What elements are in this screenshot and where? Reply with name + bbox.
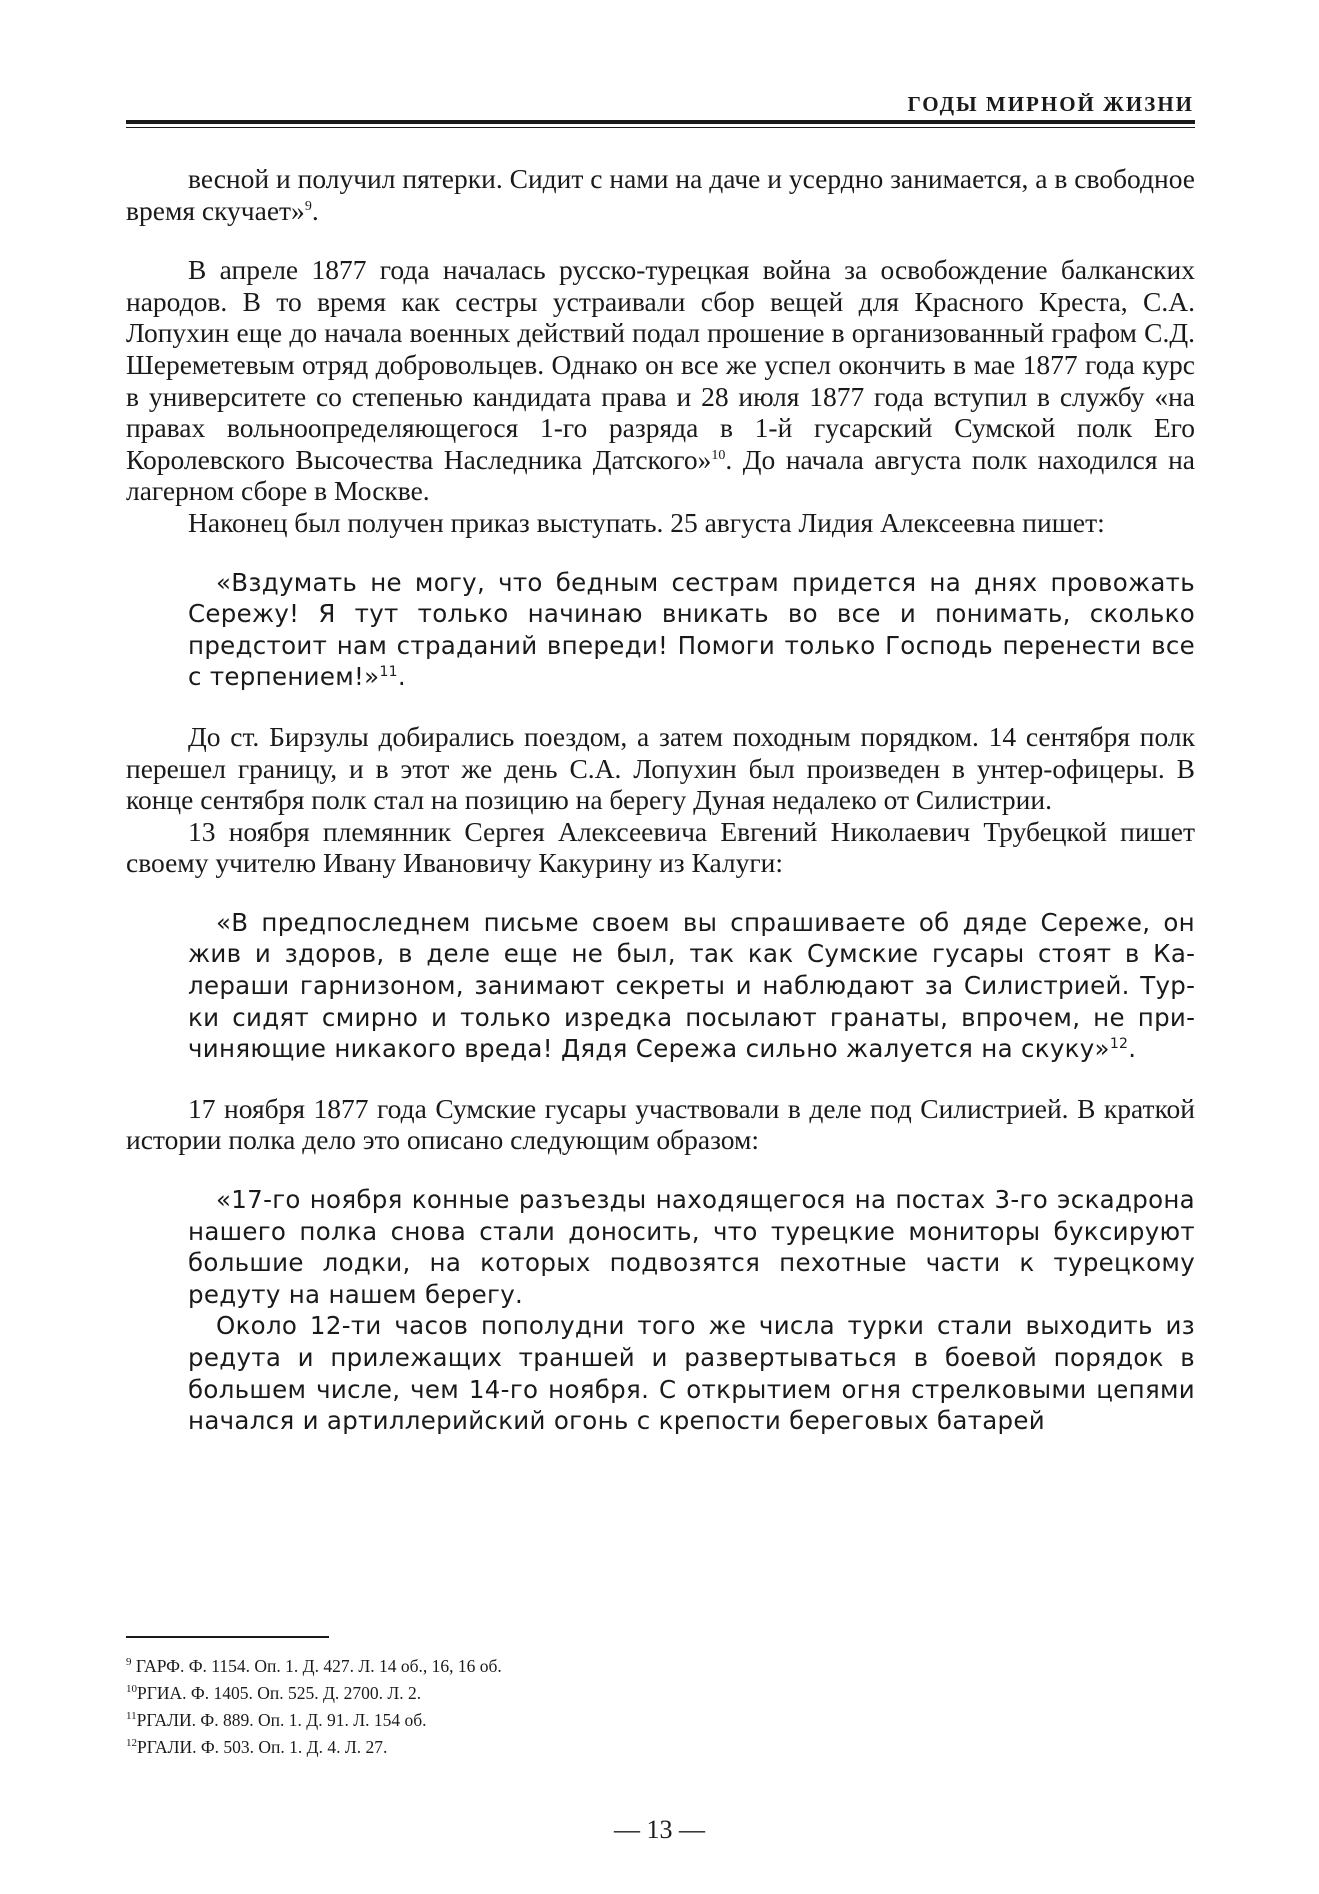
footnote: $^9$ ГАРФ. Ф. 1154. Оп. 1. Д. 427. Л. 14 об., 16, 16 об.: [126, 1656, 502, 1676]
footnote: $^{12}$РГАЛИ. Ф. 503. Оп. 1. Д. 4. Л. 27.: [126, 1737, 388, 1757]
header-rule: [126, 120, 1195, 124]
header-rule-thin: [126, 127, 1195, 128]
paragraph: В апреле 1877 года началась русско-турецкая война за освобождение балканских народов. В то время как сестры устраивали сбор вещей для Красного Креста, С.А. Лопухин еще до начала военных действий подал прошение в организованный графом С.Д. Шереметевым отряд добровольцев. Однако он все же успел окончить в мае 1877 года курс в университете со степенью кандидата права и 28 июля 1877 года вступил в службу «на правах вольноопределяющегося 1-го разряда в 1-й гусарский Сумской полк Его Королевского Высочества Наследника Датского»$^{10}$. До начала августа полк находился на лагерном сборе в Москве.: [126, 254, 1195, 507]
footnote-rule: [126, 1636, 329, 1638]
footnotes: [126, 1653, 502, 1761]
footnote-ref: 11: [379, 664, 398, 681]
quote-paragraph: «Вздумать не могу, что бедным сестрам придется на днях провожать Сережу! Я тут только начинаю вникать во все и понимать, сколько предстоит нам страданий впереди! Помоги только Господь перенести все с терпением!»$^{11}$.: [188, 567, 1195, 692]
footnote: $^{10}$РГИА. Ф. 1405. Оп. 525. Д. 2700. Л. 2.: [126, 1683, 422, 1703]
block-quote: [188, 1184, 1195, 1437]
running-title: ГОДЫ МИРНОЙ ЖИЗНИ: [907, 92, 1194, 116]
main-text: [126, 163, 1195, 1437]
footnote: $^{11}$РГАЛИ. Ф. 889. Оп. 1. Д. 91. Л. 154 об.: [126, 1710, 427, 1730]
quote-paragraph: «В предпоследнем письме своем вы спрашиваете об дяде Сереже, он жив и здоров, в деле еще не был, так как Сумские гусары стоят в Калераши гарнизоном, занимают секреты и наблюдают за Силистрией. Турки сидят смирно и только изредка посылают гранаты, впрочем, не причиняющие никакого вреда! Дядя Сережа сильно жалуется на скуку»$^{12}$.: [188, 907, 1195, 1064]
block-quote: [188, 907, 1195, 1065]
page-number: — 13 —: [614, 1815, 705, 1844]
quote-paragraph: «17-го ноября конные разъезды находящегося на постах 3-го эскадрона нашего полка снова стали доносить, что турецкие мониторы буксируют большие лодки, на которых подвозятся пехотные части к турецкому редуту на нашем берегу.: [188, 1185, 1195, 1309]
block-quote: [188, 567, 1195, 693]
paragraph: До ст. Бирзулы добирались поездом, а затем походным порядком. 14 сентября полк перешел границу, и в этот же день С.А. Лопухин был произведен в унтер-офицеры. В конце сентября полк стал на позицию на берегу Дуная недалеко от Силистрии.: [126, 720, 1195, 816]
paragraph: Наконец был получен приказ выступать. 25 августа Лидия Алексеевна пишет:: [188, 506, 1105, 538]
paragraph: весной и получил пятерки. Сидит с нами на даче и усердно занимается, а в свободное время скучает»$^9$.: [126, 163, 1195, 226]
paragraph: 13 ноября племянник Сергея Алексеевича Евгений Николаевич Трубецкой пишет своему учителю Ивану Ивановичу Какурину из Калуги:: [126, 815, 1195, 879]
paragraph: 17 ноября 1877 года Сумские гусары участвовали в деле под Силистрией. В краткой истории полка дело это описано следующим образом:: [126, 1092, 1195, 1156]
footnote-ref: 12: [1109, 1036, 1129, 1053]
footnote-ref: 10: [711, 447, 726, 463]
footnote-ref: 9: [304, 198, 312, 214]
quote-paragraph: Около 12-ти часов пополудни того же числа турки стали выходить из редута и прилежащих траншей и развертываться в боевой порядок в большем числе, чем 14-го ноября. С открытием огня стрелковыми цепями начался и артиллерийский огонь с крепости береговых батарей: [188, 1311, 1195, 1436]
